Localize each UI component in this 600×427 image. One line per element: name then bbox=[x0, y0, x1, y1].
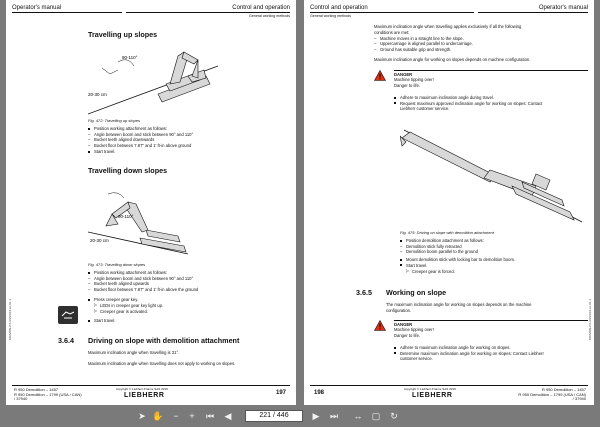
paragraph bbox=[374, 24, 521, 35]
page-number: 198 bbox=[314, 390, 325, 396]
figure-travel-up-slope bbox=[88, 42, 220, 116]
paragraph bbox=[386, 302, 531, 313]
paragraph-line: Maximum inclination angle when travelling applies exclusively if all the following bbox=[374, 24, 522, 29]
warning-icon bbox=[374, 320, 386, 331]
result-list bbox=[94, 303, 163, 314]
footer-rule bbox=[310, 385, 588, 386]
header-manual-title: Operator's manual bbox=[12, 5, 62, 11]
header-rule bbox=[12, 12, 122, 13]
fit-page-icon[interactable]: ▢ bbox=[371, 410, 381, 421]
paragraph-line: conditions are met: bbox=[374, 29, 410, 35]
dash-list bbox=[400, 244, 478, 255]
instruction-continuation: Liebherr customer service. bbox=[400, 106, 450, 111]
result-item: ▷ Creeper gear is activated. bbox=[94, 309, 163, 315]
result-item: ▷ Creeper gear is forced. bbox=[406, 269, 455, 275]
section-number: 3.6.5 bbox=[356, 288, 372, 297]
list-item: – Demolition stick fully retracted bbox=[400, 244, 478, 249]
danger-line: Danger to life. bbox=[394, 82, 421, 88]
footer-model-line: R 950 Demolition – 1799 (USA / CAN) bbox=[14, 391, 82, 397]
figure-caption: Fig. 473: Travelling down slopes bbox=[88, 262, 146, 267]
header-rule bbox=[310, 12, 474, 13]
section-number: 3.6.4 bbox=[58, 336, 74, 345]
list-item: – Uppercarriage is aligned parallel to undercarriage. bbox=[374, 41, 473, 46]
footer-model-line: R 950 Demolition – 1799 (USA / CAN) bbox=[518, 391, 586, 397]
footer-models bbox=[14, 388, 82, 402]
instruction-item: Press creeper gear key. bbox=[88, 297, 138, 303]
list-item: – Demolition boom parallel to the ground bbox=[400, 249, 478, 254]
instruction-item: Position working attachment as follows: bbox=[88, 270, 167, 276]
danger-title: DANGER bbox=[394, 322, 413, 327]
page-footer bbox=[6, 385, 296, 405]
rotate-icon[interactable]: ↻ bbox=[390, 410, 398, 421]
instruction-list bbox=[88, 297, 138, 303]
footer-copyright: copyright © Liebherr-France SAS 2019 bbox=[116, 387, 168, 391]
header-rule bbox=[478, 12, 588, 13]
instruction-list bbox=[88, 270, 167, 276]
instruction-continuation: customer service. bbox=[400, 356, 433, 361]
header-chapter-title: Control and operation bbox=[310, 5, 368, 11]
danger-rule bbox=[394, 320, 588, 321]
footer-model-line: / 37940 bbox=[14, 396, 28, 402]
instruction-list bbox=[394, 345, 544, 356]
prev-page-icon[interactable]: ◀ bbox=[224, 410, 232, 421]
last-page-icon[interactable]: ⏭ bbox=[329, 410, 339, 421]
instruction-list bbox=[400, 238, 484, 244]
dash-list bbox=[374, 36, 473, 52]
document-id: MSS/009-PZ-ASS/019-en-01.1 bbox=[588, 298, 592, 340]
section-title-travel-down: Travelling down slopes bbox=[88, 166, 168, 175]
danger-title: DANGER bbox=[394, 72, 413, 77]
list-item: – Ground has suitable grip and strength. bbox=[374, 47, 473, 52]
document-id: MSS/009-PZ-ASS/019-en-01.1 bbox=[8, 298, 12, 340]
danger-notice bbox=[374, 70, 588, 92]
dash-list bbox=[88, 132, 193, 148]
instruction-list bbox=[88, 149, 115, 155]
page-number: 197 bbox=[275, 390, 286, 396]
instruction-item: Adhere to maximum inclination angle during travel. bbox=[394, 95, 542, 101]
danger-line: Danger to life. bbox=[394, 332, 421, 338]
footer-model-line: / 37940 bbox=[572, 396, 586, 402]
header-rule bbox=[126, 12, 290, 13]
figure-demolition-slope bbox=[400, 124, 584, 228]
section-title-demolition: Driving on slope with demolition attachment bbox=[88, 336, 240, 345]
page-footer bbox=[304, 385, 594, 405]
next-page-icon[interactable]: ▶ bbox=[312, 410, 320, 421]
instruction-list bbox=[88, 126, 167, 132]
instruction-item: Request maximum approved inclination angle for working on slopes: Contact bbox=[394, 101, 542, 107]
page-header bbox=[6, 4, 296, 24]
viewer-toolbar bbox=[0, 405, 600, 427]
liebherr-logo: LIEBHERR bbox=[124, 392, 165, 399]
instruction-item: Adhere to maximum inclination angle for working on slopes. bbox=[394, 345, 544, 351]
instruction-item: Start travel. bbox=[88, 318, 115, 324]
footer-rule bbox=[12, 385, 290, 386]
cursor-icon[interactable]: ➤ bbox=[138, 410, 146, 421]
page-header bbox=[304, 4, 594, 24]
instruction-item: Start travel. bbox=[88, 149, 115, 155]
distance-label: 20-30 cm bbox=[90, 238, 109, 243]
footer-model-line: R 950 Demolition – 1457 bbox=[541, 387, 586, 392]
danger-body bbox=[394, 72, 434, 88]
paragraph: Maximum inclination angle when travelling is 31°. bbox=[88, 350, 180, 355]
page-counter[interactable]: 221 / 446 bbox=[245, 410, 303, 422]
danger-line: Machine tipping over! bbox=[394, 77, 434, 83]
angle-label: 90-110° bbox=[118, 214, 134, 219]
angle-label: 90-110° bbox=[122, 55, 138, 60]
footer-model-line: R 950 Demolition – 1457 bbox=[14, 387, 59, 392]
instruction-item: Position demolition attachment as follows: bbox=[400, 238, 484, 244]
figure-caption: Fig. 472: Travelling up slopes bbox=[88, 118, 140, 123]
paragraph-line: The maximum inclination angle for working on slopes depends on the machine bbox=[386, 302, 532, 307]
first-page-icon[interactable]: ⏮ bbox=[205, 410, 215, 421]
danger-line: Machine tipping over! bbox=[394, 327, 434, 333]
danger-body bbox=[394, 322, 434, 338]
list-item: – Bucket floor between 7.87" and 1' ft-in above ground bbox=[88, 143, 193, 148]
paragraph: Maximum inclination angle for working on slopes depends on machine configuration. bbox=[374, 57, 531, 62]
header-manual-title: Operator's manual bbox=[538, 5, 588, 11]
list-item: – Machine moves in a straight line to the slope. bbox=[374, 36, 473, 41]
instruction-list bbox=[400, 257, 515, 268]
figure-caption: Fig. 475: Driving on slope with demolition attachment bbox=[400, 230, 494, 235]
warning-icon bbox=[374, 70, 386, 81]
creeper-gear-key-icon bbox=[58, 306, 78, 324]
header-subtitle: General working methods bbox=[310, 14, 351, 18]
danger-rule bbox=[394, 70, 588, 71]
header-chapter-title: Control and operation bbox=[232, 5, 290, 11]
section-title-working-on-slope: Working on slope bbox=[386, 288, 447, 297]
instruction-list bbox=[394, 95, 542, 106]
liebherr-logo: LIEBHERR bbox=[412, 392, 453, 399]
paragraph-line: configuration. bbox=[386, 307, 412, 313]
header-subtitle: General working methods bbox=[249, 14, 290, 18]
hand-icon[interactable]: ✋ bbox=[152, 410, 164, 421]
dash-list bbox=[88, 276, 198, 292]
zoom-in-icon[interactable]: + bbox=[189, 411, 195, 421]
distance-label: 20-30 cm bbox=[88, 92, 107, 97]
list-item: – Angle between boom and stick between 90° and 110° bbox=[88, 132, 193, 137]
result-list bbox=[406, 269, 455, 275]
instruction-item: Position working attachment as follows: bbox=[88, 126, 167, 132]
section-title-travel-up: Travelling up slopes bbox=[88, 30, 158, 39]
list-item: – Angle between boom and stick between 90° and 110° bbox=[88, 276, 198, 281]
list-item: – Bucket teeth aligned downwards bbox=[88, 137, 193, 142]
list-item: – Bucket floor between 7.87" and 1' ft-in above the ground bbox=[88, 287, 198, 292]
instruction-list bbox=[88, 318, 115, 324]
zoom-out-icon[interactable]: − bbox=[173, 411, 179, 421]
footer-copyright: copyright © Liebherr-France SAS 2019 bbox=[404, 387, 456, 391]
result-item: ▷ LEDs in creeper gear key light up. bbox=[94, 303, 163, 309]
danger-notice bbox=[374, 320, 588, 342]
document-page-left bbox=[6, 0, 296, 405]
footer-models bbox=[518, 388, 586, 402]
instruction-item: Start travel. bbox=[400, 263, 515, 269]
figure-travel-down-slope bbox=[88, 180, 198, 256]
fit-width-icon[interactable]: ↔ bbox=[353, 411, 363, 421]
paragraph: Maximum inclination angle when travelling does not apply to working on slopes. bbox=[88, 361, 236, 366]
instruction-item: Determine maximum inclination angle for working on slopes: Contact Liebherr bbox=[394, 351, 544, 357]
document-page-right bbox=[304, 0, 594, 405]
list-item: – Bucket teeth aligned upwards bbox=[88, 281, 198, 286]
instruction-item: Mount demolition stick with locking bar to demolition boom. bbox=[400, 257, 515, 263]
